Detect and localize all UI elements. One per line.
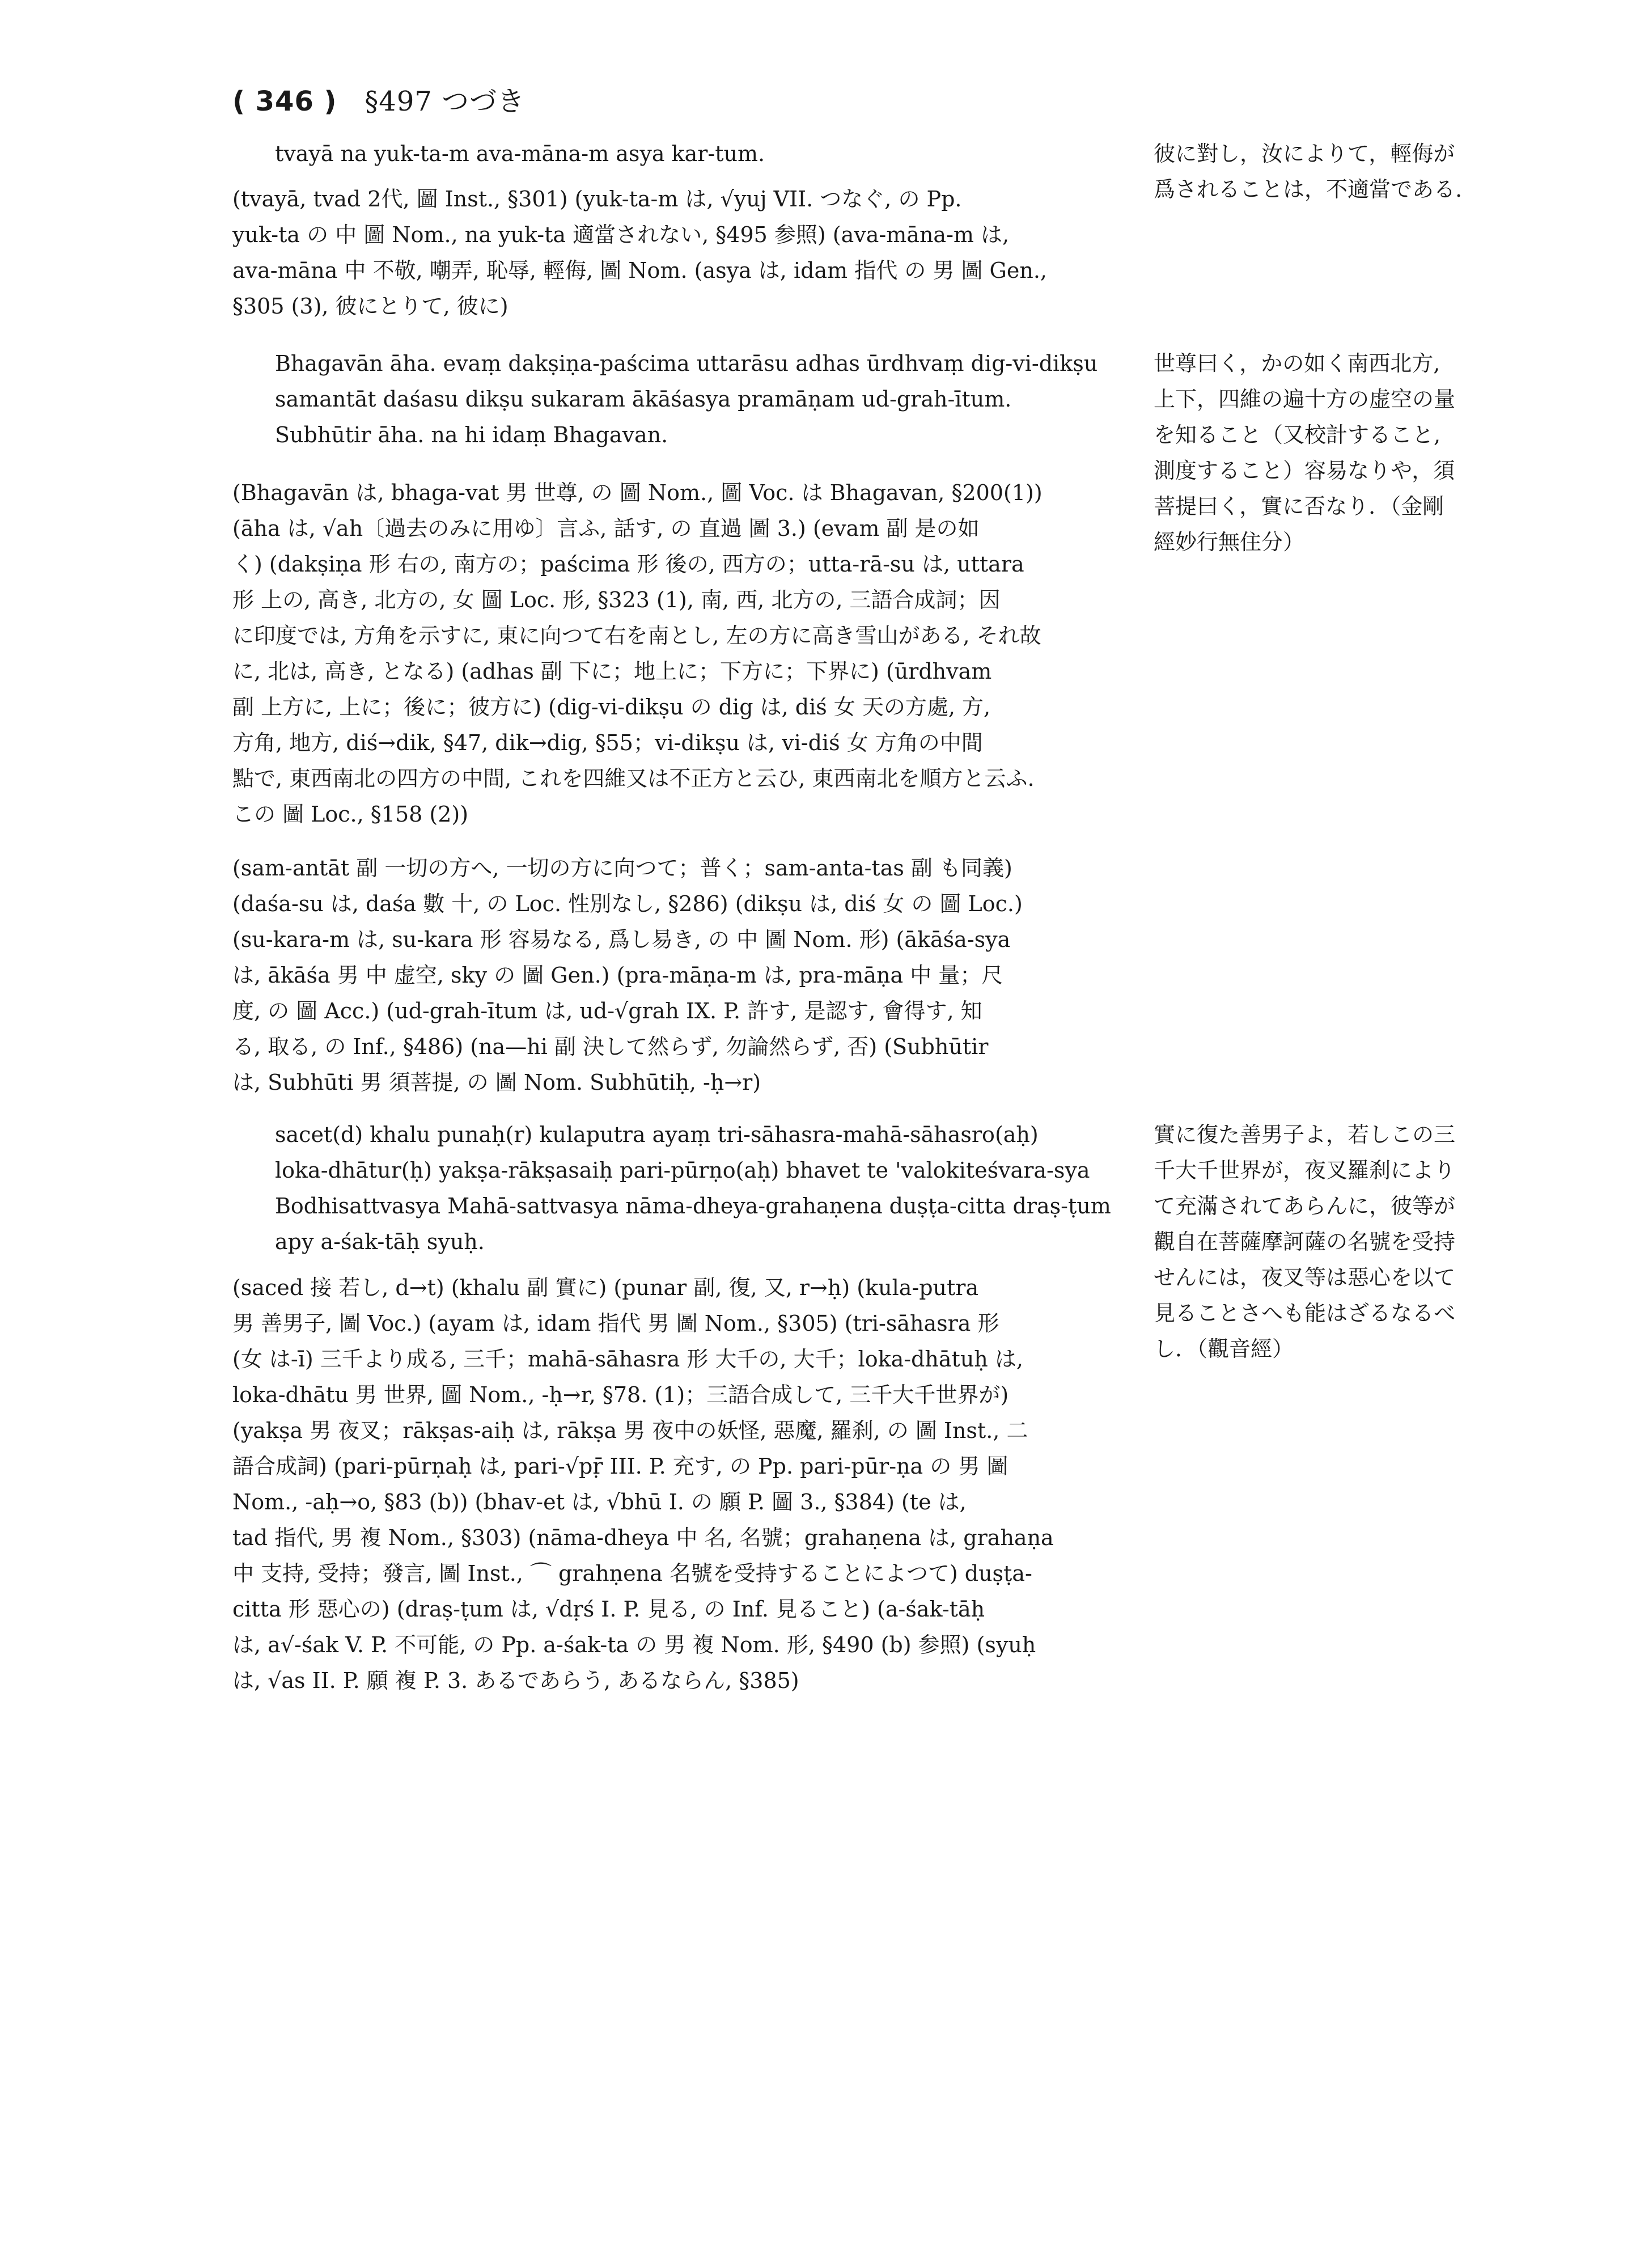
notes-4	[232, 1270, 1137, 1699]
note-line: (sam-antāt 副 一切の方へ, 一切の方に向つて；普く；sam-anta-tas 副 も同義)	[232, 856, 1012, 881]
note-line: loka-dhātu 男 世界, 圖 Nom., -ḥ→r, §78. (1)；三語合成して, 三千大千世界が)	[232, 1382, 1009, 1407]
note-line: 形 上の, 高き, 北方の, 女 圖 Loc. 形, §323 (1), 南, 西, 北方の, 三語合成詞；因	[232, 587, 1001, 612]
note-line: §305 (3), 彼にとりて, 彼に)	[232, 294, 509, 319]
note-line: (yakṣa 男 夜叉；rākṣas-aiḥ は, rākṣa 男 夜中の妖怪, 惡魔, 羅刹, の 圖 Inst., 二	[232, 1418, 1028, 1443]
text-line: tvayā na yuk-ta-m ava-māna-m asya kar-tum.	[275, 141, 765, 166]
note-line: ava-māna 中 不敬, 嘲弄, 恥辱, 輕侮, 圖 Nom. (asya は, idam 指代 の 男 圖 Gen.,	[232, 258, 1048, 283]
note-line: (daśa-su は, daśa 數 十, の Loc. 性別なし, §286) (dikṣu は, diś 女 の 圖 Loc.)	[232, 891, 1023, 916]
note-line: に, 北は, 高き, となる) (adhas 副 下に；地上に；下方に；下界に) (ūrdhvam	[232, 659, 992, 684]
note-line: は, ākāśa 男 中 虚空, sky の 圖 Gen.) (pra-māṇa-m は, pra-māṇa 中 量；尺	[232, 963, 1003, 988]
text-line: Bodhisattvasya Mahā-sattvasya nāma-dheya-grahaṇena duṣṭa-citta draṣ-ṭum	[275, 1194, 1111, 1218]
note-line: く) (dakṣiṇa 形 右の, 南方の；paścima 形 後の, 西方の；utta-rā-su は, uttara	[232, 552, 1024, 577]
text-line: apy a-śak-tāḥ syuḥ.	[275, 1229, 485, 1254]
translation-line: 千大千世界が，夜叉羅刹により	[1154, 1158, 1456, 1183]
note-line: 點で, 東西南北の四方の中間, これを四維又は不正方と云ひ, 東西南北を順方と云ふ.	[232, 766, 1035, 791]
note-line: に印度では, 方角を示すに, 東に向つて右を南とし, 左の方に高き雪山がある, それ故	[232, 623, 1041, 648]
translation-1	[1154, 136, 1494, 208]
translation-line: て充滿されてあらんに，彼等が	[1154, 1194, 1456, 1218]
note-line: る, 取る, の Inf., §486) (na—hi 副 決して然らず, 勿論然らず, 否) (Subhūtir	[232, 1034, 989, 1059]
notes-2	[232, 475, 1137, 832]
sanskrit-text-2	[275, 346, 1137, 453]
translation-line: し．（觀音經）	[1154, 1336, 1294, 1361]
note-line: (saced 接 若し, d→t) (khalu 副 實に) (punar 副, 復, 又, r→ḥ) (kula-putra	[232, 1275, 979, 1300]
sanskrit-text-1	[275, 136, 1137, 172]
text-line: Subhūtir āha. na hi idaṃ Bhagavan.	[275, 422, 668, 447]
note-line: Nom., -aḥ→o, §83 (b)) (bhav-et は, √bhū I. の 願 P. 圖 3., §384) (te は,	[232, 1490, 967, 1514]
note-line: 男 善男子, 圖 Voc.) (ayam は, idam 指代 男 圖 Nom., §305) (tri-sāhasra 形	[232, 1311, 999, 1336]
translation-line: 彼に對し，汝によりて，輕侮が	[1154, 141, 1455, 166]
note-line: 中 支持, 受持；發言, 圖 Inst., ⌒ grahṇena 名號を受持することによつて) duṣṭa-	[232, 1561, 1032, 1586]
page-header	[232, 79, 525, 119]
note-line: 度, の 圖 Acc.) (ud-grah-ītum は, ud-√grah IX. P. 許す, 是認す, 會得す, 知	[232, 998, 982, 1023]
notes-1	[232, 181, 1137, 324]
note-line: は, a√-śak V. P. 不可能, の Pp. a-śak-ta の 男 複 Nom. 形, §490 (b) 参照) (syuḥ	[232, 1632, 1036, 1657]
translation-line: 菩提曰く，實に否なり．（金剛	[1154, 494, 1444, 519]
text-line: sacet(d) khalu punaḥ(r) kulaputra ayaṃ tri-sāhasra-mahā-sāhasro(aḥ)	[275, 1122, 1039, 1147]
note-line: 語合成詞) (pari-pūrṇaḥ は, pari-√pṝ III. P. 充す, の Pp. pari-pūr-ṇa の 男 圖	[232, 1454, 1009, 1479]
note-line: (āha は, √ah〔過去のみに用ゆ〕言ふ, 話す, の 直過 圖 3.) (evam 副 是の如	[232, 516, 980, 541]
translation-2	[1154, 346, 1494, 560]
note-line: (su-kara-m は, su-kara 形 容易なる, 爲し易き, の 中 圖 Nom. 形) (ākāśa-sya	[232, 927, 1011, 952]
page-number: ( 346 )	[232, 86, 337, 117]
notes-3	[232, 850, 1137, 1101]
text-line: loka-dhātur(ḥ) yakṣa-rākṣasaiḥ pari-pūrṇo(aḥ) bhavet te 'valokiteśvara-sya	[275, 1158, 1090, 1183]
note-line: (Bhagavān は, bhaga-vat 男 世尊, の 圖 Nom., 圖 Voc. は Bhagavan, §200(1))	[232, 480, 1043, 505]
note-line: yuk-ta の 中 圖 Nom., na yuk-ta 適當されない, §495 参照) (ava-māna-m は,	[232, 222, 1010, 247]
translation-line: 觀自在菩薩摩訶薩の名號を受持	[1154, 1229, 1456, 1254]
translation-line: 爲されることは，不適當である.	[1154, 177, 1463, 202]
translation-line: 世尊曰く，かの如く南西北方,	[1154, 351, 1440, 376]
translation-line: 測度すること）容易なりや，須	[1154, 458, 1455, 483]
translation-line: 上下，四維の遍十方の虚空の量	[1154, 387, 1456, 412]
note-line: (女 は-ī) 三千より成る, 三千；mahā-sāhasra 形 大千の, 大千；loka-dhātuḥ は,	[232, 1347, 1023, 1372]
translation-line: 實に復た善男子よ，若しこの三	[1154, 1122, 1456, 1147]
translation-line: 見ることさへも能はざるなるべ	[1154, 1301, 1456, 1326]
note-line: 方角, 地方, diś→dik, §47, dik→dig, §55；vi-dikṣu は, vi-diś 女 方角の中間	[232, 730, 983, 755]
note-line: tad 指代, 男 複 Nom., §303) (nāma-dheya 中 名, 名號；grahaṇena は, grahaṇa	[232, 1525, 1054, 1550]
translation-line: を知ること（又校計すること,	[1154, 422, 1441, 447]
note-line: citta 形 惡心の) (draṣ-ṭum は, √dṛś I. P. 見る, の Inf. 見ること) (a-śak-tāḥ	[232, 1597, 985, 1622]
note-line: (tvayā, tvad 2代, 圖 Inst., §301) (yuk-ta-m は, √yuj VII. つなぐ, の Pp.	[232, 187, 962, 211]
note-line: は, Subhūti 男 須菩提, の 圖 Nom. Subhūtiḥ, -ḥ→r)	[232, 1070, 761, 1095]
sanskrit-text-4	[275, 1117, 1137, 1260]
note-line: は, √as II. P. 願 複 P. 3. あるであらう, あるならん, §385)	[232, 1668, 799, 1693]
translation-line: せんには，夜叉等は惡心を以て	[1154, 1265, 1456, 1290]
section-title: §497 つづき	[365, 86, 526, 117]
translation-4	[1154, 1117, 1494, 1367]
note-line: 副 上方に, 上に；後に；彼方に) (dig-vi-dikṣu の dig は, diś 女 天の方處, 方,	[232, 695, 991, 720]
text-line: Bhagavān āha. evaṃ dakṣiṇa-paścima uttarāsu adhas ūrdhvaṃ dig-vi-dikṣu	[275, 351, 1098, 376]
translation-line: 經妙行無住分）	[1154, 530, 1305, 555]
note-line: この 圖 Loc., §158 (2))	[232, 802, 469, 827]
text-line: samantāt daśasu dikṣu sukaram ākāśasya pramāṇam ud-grah-ītum.	[275, 387, 1012, 412]
